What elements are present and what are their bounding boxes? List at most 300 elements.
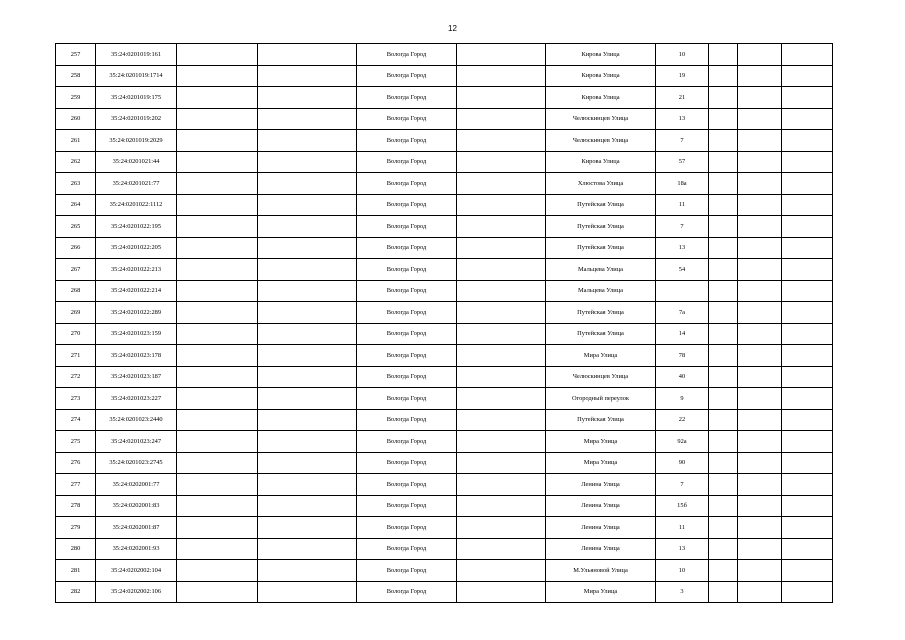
house-number-cell: 57 xyxy=(656,151,709,173)
cadastral-number-cell: 35:24:0201023:2440 xyxy=(96,409,177,431)
cadastral-number-cell: 35:24:0201021:77 xyxy=(96,173,177,195)
empty-cell xyxy=(457,302,546,324)
row-number-cell: 258 xyxy=(56,65,96,87)
empty-cell xyxy=(709,560,738,582)
empty-cell xyxy=(738,280,782,302)
house-number-cell: 9 xyxy=(656,388,709,410)
row-number-cell: 279 xyxy=(56,517,96,539)
empty-cell xyxy=(738,345,782,367)
empty-cell xyxy=(258,87,357,109)
empty-cell xyxy=(709,173,738,195)
row-number-cell: 267 xyxy=(56,259,96,281)
empty-cell xyxy=(258,44,357,66)
empty-cell xyxy=(738,216,782,238)
house-number-cell: 13 xyxy=(656,538,709,560)
cadastral-number-cell: 35:24:0201023:227 xyxy=(96,388,177,410)
empty-cell xyxy=(457,409,546,431)
row-number-cell: 266 xyxy=(56,237,96,259)
empty-cell xyxy=(258,108,357,130)
empty-cell xyxy=(709,151,738,173)
street-cell: Путейская Улица xyxy=(546,194,656,216)
empty-cell xyxy=(258,560,357,582)
empty-cell xyxy=(177,409,258,431)
empty-cell xyxy=(457,216,546,238)
empty-cell xyxy=(177,259,258,281)
empty-cell xyxy=(709,431,738,453)
empty-cell xyxy=(457,560,546,582)
cadastral-number-cell: 35:24:0201019:202 xyxy=(96,108,177,130)
street-cell: Мальцева Улица xyxy=(546,259,656,281)
empty-cell xyxy=(738,259,782,281)
cadastral-number-cell: 35:24:0202002:106 xyxy=(96,581,177,603)
empty-cell xyxy=(709,323,738,345)
house-number-cell: 78 xyxy=(656,345,709,367)
city-cell: Вологда Город xyxy=(357,237,457,259)
row-number-cell: 260 xyxy=(56,108,96,130)
empty-cell xyxy=(709,581,738,603)
empty-cell xyxy=(457,194,546,216)
empty-cell xyxy=(258,259,357,281)
cadastral-number-cell: 35:24:0201023:2745 xyxy=(96,452,177,474)
house-number-cell: 7 xyxy=(656,130,709,152)
empty-cell xyxy=(709,366,738,388)
empty-cell xyxy=(738,87,782,109)
house-number-cell: 7 xyxy=(656,216,709,238)
cadastral-number-cell: 35:24:0201023:178 xyxy=(96,345,177,367)
empty-cell xyxy=(177,44,258,66)
street-cell: Хлюстова Улица xyxy=(546,173,656,195)
cadastral-number-cell: 35:24:0202001:77 xyxy=(96,474,177,496)
empty-cell xyxy=(782,538,833,560)
empty-cell xyxy=(258,345,357,367)
empty-cell xyxy=(782,323,833,345)
street-cell: Путейская Улица xyxy=(546,302,656,324)
street-cell: Челюскинцев Улица xyxy=(546,130,656,152)
empty-cell xyxy=(709,302,738,324)
city-cell: Вологда Город xyxy=(357,431,457,453)
empty-cell xyxy=(457,237,546,259)
house-number-cell: 15б xyxy=(656,495,709,517)
empty-cell xyxy=(177,108,258,130)
row-number-cell: 271 xyxy=(56,345,96,367)
cadastral-number-cell: 35:24:0202001:93 xyxy=(96,538,177,560)
empty-cell xyxy=(709,259,738,281)
empty-cell xyxy=(782,87,833,109)
empty-cell xyxy=(258,216,357,238)
empty-cell xyxy=(782,108,833,130)
cadastral-number-cell: 35:24:0201019:1714 xyxy=(96,65,177,87)
empty-cell xyxy=(738,366,782,388)
street-cell: М.Ульяновой Улица xyxy=(546,560,656,582)
empty-cell xyxy=(709,495,738,517)
street-cell: Мира Улица xyxy=(546,581,656,603)
empty-cell xyxy=(258,194,357,216)
city-cell: Вологда Город xyxy=(357,280,457,302)
empty-cell xyxy=(457,173,546,195)
empty-cell xyxy=(177,517,258,539)
table-row xyxy=(56,130,833,152)
empty-cell xyxy=(258,517,357,539)
empty-cell xyxy=(177,302,258,324)
row-number-cell: 268 xyxy=(56,280,96,302)
house-number-cell: 7 xyxy=(656,474,709,496)
street-cell: Ленина Улица xyxy=(546,517,656,539)
table-row xyxy=(56,302,833,324)
table-row xyxy=(56,173,833,195)
empty-cell xyxy=(709,65,738,87)
table-row xyxy=(56,345,833,367)
empty-cell xyxy=(782,560,833,582)
empty-cell xyxy=(457,108,546,130)
city-cell: Вологда Город xyxy=(357,173,457,195)
street-cell: Мира Улица xyxy=(546,452,656,474)
empty-cell xyxy=(782,474,833,496)
empty-cell xyxy=(177,431,258,453)
empty-cell xyxy=(457,87,546,109)
empty-cell xyxy=(258,130,357,152)
table-row xyxy=(56,194,833,216)
empty-cell xyxy=(782,517,833,539)
empty-cell xyxy=(177,345,258,367)
table-row xyxy=(56,65,833,87)
table-row xyxy=(56,259,833,281)
street-cell: Путейская Улица xyxy=(546,237,656,259)
empty-cell xyxy=(709,237,738,259)
empty-cell xyxy=(258,65,357,87)
city-cell: Вологда Город xyxy=(357,452,457,474)
empty-cell xyxy=(738,388,782,410)
row-number-cell: 263 xyxy=(56,173,96,195)
empty-cell xyxy=(177,366,258,388)
empty-cell xyxy=(782,581,833,603)
cadastral-number-cell: 35:24:0202001:83 xyxy=(96,495,177,517)
table-row xyxy=(56,409,833,431)
empty-cell xyxy=(738,237,782,259)
empty-cell xyxy=(709,409,738,431)
cadastral-number-cell: 35:24:0201022:1112 xyxy=(96,194,177,216)
city-cell: Вологда Город xyxy=(357,151,457,173)
empty-cell xyxy=(177,65,258,87)
cadastral-number-cell: 35:24:0201022:205 xyxy=(96,237,177,259)
cadastral-number-cell: 35:24:0202002:104 xyxy=(96,560,177,582)
city-cell: Вологда Город xyxy=(357,130,457,152)
house-number-cell: 90 xyxy=(656,452,709,474)
street-cell: Челюскинцев Улица xyxy=(546,108,656,130)
empty-cell xyxy=(457,323,546,345)
empty-cell xyxy=(782,65,833,87)
empty-cell xyxy=(738,323,782,345)
empty-cell xyxy=(709,538,738,560)
empty-cell xyxy=(709,87,738,109)
empty-cell xyxy=(177,87,258,109)
empty-cell xyxy=(177,216,258,238)
empty-cell xyxy=(177,323,258,345)
house-number-cell: 14 xyxy=(656,323,709,345)
empty-cell xyxy=(177,495,258,517)
empty-cell xyxy=(457,345,546,367)
row-number-cell: 282 xyxy=(56,581,96,603)
empty-cell xyxy=(782,130,833,152)
house-number-cell: 92а xyxy=(656,431,709,453)
row-number-cell: 273 xyxy=(56,388,96,410)
row-number-cell: 281 xyxy=(56,560,96,582)
city-cell: Вологда Город xyxy=(357,538,457,560)
city-cell: Вологда Город xyxy=(357,409,457,431)
empty-cell xyxy=(258,366,357,388)
empty-cell xyxy=(457,495,546,517)
city-cell: Вологда Город xyxy=(357,302,457,324)
empty-cell xyxy=(782,409,833,431)
city-cell: Вологда Город xyxy=(357,388,457,410)
city-cell: Вологда Город xyxy=(357,194,457,216)
city-cell: Вологда Город xyxy=(357,474,457,496)
city-cell: Вологда Город xyxy=(357,323,457,345)
house-number-cell: 13 xyxy=(656,108,709,130)
cadastral-number-cell: 35:24:0201022:213 xyxy=(96,259,177,281)
street-cell: Кирова Улица xyxy=(546,65,656,87)
empty-cell xyxy=(738,431,782,453)
cadastral-number-cell: 35:24:0201019:2029 xyxy=(96,130,177,152)
empty-cell xyxy=(258,409,357,431)
page-number: 12 xyxy=(448,24,457,33)
empty-cell xyxy=(177,130,258,152)
city-cell: Вологда Город xyxy=(357,345,457,367)
cadastral-number-cell: 35:24:0201019:161 xyxy=(96,44,177,66)
street-cell: Кирова Улица xyxy=(546,151,656,173)
empty-cell xyxy=(782,173,833,195)
empty-cell xyxy=(177,560,258,582)
empty-cell xyxy=(258,388,357,410)
empty-cell xyxy=(457,151,546,173)
cadastral-number-cell: 35:24:0201022:195 xyxy=(96,216,177,238)
empty-cell xyxy=(782,452,833,474)
empty-cell xyxy=(738,581,782,603)
cadastral-number-cell: 35:24:0201022:289 xyxy=(96,302,177,324)
house-number-cell xyxy=(656,280,709,302)
table-row xyxy=(56,581,833,603)
empty-cell xyxy=(457,44,546,66)
house-number-cell: 11 xyxy=(656,517,709,539)
row-number-cell: 276 xyxy=(56,452,96,474)
house-number-cell: 7а xyxy=(656,302,709,324)
city-cell: Вологда Город xyxy=(357,216,457,238)
row-number-cell: 280 xyxy=(56,538,96,560)
empty-cell xyxy=(177,151,258,173)
empty-cell xyxy=(177,280,258,302)
empty-cell xyxy=(782,345,833,367)
empty-cell xyxy=(457,517,546,539)
empty-cell xyxy=(738,452,782,474)
row-number-cell: 262 xyxy=(56,151,96,173)
registry-body xyxy=(56,44,833,603)
empty-cell xyxy=(457,65,546,87)
empty-cell xyxy=(782,366,833,388)
empty-cell xyxy=(782,495,833,517)
row-number-cell: 259 xyxy=(56,87,96,109)
empty-cell xyxy=(782,151,833,173)
city-cell: Вологда Город xyxy=(357,581,457,603)
empty-cell xyxy=(738,151,782,173)
empty-cell xyxy=(177,538,258,560)
house-number-cell: 22 xyxy=(656,409,709,431)
empty-cell xyxy=(709,388,738,410)
empty-cell xyxy=(709,517,738,539)
empty-cell xyxy=(177,474,258,496)
empty-cell xyxy=(782,431,833,453)
empty-cell xyxy=(738,517,782,539)
city-cell: Вологда Город xyxy=(357,108,457,130)
street-cell: Путейская Улица xyxy=(546,323,656,345)
empty-cell xyxy=(457,538,546,560)
table-row xyxy=(56,323,833,345)
empty-cell xyxy=(782,216,833,238)
house-number-cell: 40 xyxy=(656,366,709,388)
street-cell: Кирова Улица xyxy=(546,44,656,66)
empty-cell xyxy=(738,65,782,87)
registry-table xyxy=(55,43,833,603)
table-row xyxy=(56,44,833,66)
empty-cell xyxy=(709,474,738,496)
row-number-cell: 264 xyxy=(56,194,96,216)
city-cell: Вологда Город xyxy=(357,87,457,109)
empty-cell xyxy=(258,237,357,259)
table-row xyxy=(56,388,833,410)
street-cell: Ленина Улица xyxy=(546,538,656,560)
empty-cell xyxy=(457,474,546,496)
street-cell: Мальцева Улица xyxy=(546,280,656,302)
table-row xyxy=(56,474,833,496)
empty-cell xyxy=(258,173,357,195)
empty-cell xyxy=(258,495,357,517)
empty-cell xyxy=(738,108,782,130)
empty-cell xyxy=(738,474,782,496)
empty-cell xyxy=(177,452,258,474)
row-number-cell: 274 xyxy=(56,409,96,431)
cadastral-number-cell: 35:24:0201023:187 xyxy=(96,366,177,388)
street-cell: Челюскинцев Улица xyxy=(546,366,656,388)
empty-cell xyxy=(258,323,357,345)
house-number-cell: 19 xyxy=(656,65,709,87)
table-row xyxy=(56,560,833,582)
street-cell: Ленина Улица xyxy=(546,474,656,496)
house-number-cell: 11 xyxy=(656,194,709,216)
empty-cell xyxy=(709,280,738,302)
empty-cell xyxy=(177,173,258,195)
row-number-cell: 257 xyxy=(56,44,96,66)
empty-cell xyxy=(782,44,833,66)
empty-cell xyxy=(457,388,546,410)
street-cell: Кирова Улица xyxy=(546,87,656,109)
street-cell: Мира Улица xyxy=(546,345,656,367)
empty-cell xyxy=(258,151,357,173)
empty-cell xyxy=(709,452,738,474)
table-row xyxy=(56,431,833,453)
empty-cell xyxy=(258,538,357,560)
empty-cell xyxy=(457,280,546,302)
row-number-cell: 278 xyxy=(56,495,96,517)
city-cell: Вологда Город xyxy=(357,44,457,66)
empty-cell xyxy=(709,216,738,238)
empty-cell xyxy=(782,237,833,259)
empty-cell xyxy=(457,431,546,453)
empty-cell xyxy=(457,452,546,474)
empty-cell xyxy=(258,452,357,474)
table-row xyxy=(56,366,833,388)
empty-cell xyxy=(258,280,357,302)
row-number-cell: 265 xyxy=(56,216,96,238)
empty-cell xyxy=(782,302,833,324)
city-cell: Вологда Город xyxy=(357,366,457,388)
empty-cell xyxy=(709,194,738,216)
house-number-cell: 18а xyxy=(656,173,709,195)
row-number-cell: 272 xyxy=(56,366,96,388)
table-row xyxy=(56,280,833,302)
street-cell: Мира Улица xyxy=(546,431,656,453)
house-number-cell: 3 xyxy=(656,581,709,603)
city-cell: Вологда Город xyxy=(357,65,457,87)
city-cell: Вологда Город xyxy=(357,517,457,539)
row-number-cell: 277 xyxy=(56,474,96,496)
empty-cell xyxy=(738,302,782,324)
table-row xyxy=(56,87,833,109)
row-number-cell: 269 xyxy=(56,302,96,324)
empty-cell xyxy=(258,474,357,496)
empty-cell xyxy=(177,581,258,603)
empty-cell xyxy=(457,581,546,603)
street-cell: Ленина Улица xyxy=(546,495,656,517)
cadastral-number-cell: 35:24:0201023:247 xyxy=(96,431,177,453)
city-cell: Вологда Город xyxy=(357,259,457,281)
empty-cell xyxy=(782,388,833,410)
house-number-cell: 21 xyxy=(656,87,709,109)
street-cell: Огородный переулок xyxy=(546,388,656,410)
table-row xyxy=(56,108,833,130)
empty-cell xyxy=(738,194,782,216)
city-cell: Вологда Город xyxy=(357,495,457,517)
empty-cell xyxy=(738,560,782,582)
street-cell: Путейская Улица xyxy=(546,216,656,238)
cadastral-number-cell: 35:24:0201019:175 xyxy=(96,87,177,109)
row-number-cell: 275 xyxy=(56,431,96,453)
house-number-cell: 10 xyxy=(656,44,709,66)
empty-cell xyxy=(738,130,782,152)
empty-cell xyxy=(457,259,546,281)
empty-cell xyxy=(258,581,357,603)
empty-cell xyxy=(457,130,546,152)
empty-cell xyxy=(457,366,546,388)
empty-cell xyxy=(738,409,782,431)
empty-cell xyxy=(782,259,833,281)
empty-cell xyxy=(177,388,258,410)
table-row xyxy=(56,452,833,474)
empty-cell xyxy=(738,173,782,195)
empty-cell xyxy=(709,44,738,66)
table-row xyxy=(56,216,833,238)
empty-cell xyxy=(709,130,738,152)
cadastral-number-cell: 35:24:0202001:87 xyxy=(96,517,177,539)
table-row xyxy=(56,538,833,560)
street-cell: Путейская Улица xyxy=(546,409,656,431)
cadastral-number-cell: 35:24:0201022:214 xyxy=(96,280,177,302)
table-row xyxy=(56,517,833,539)
table-row xyxy=(56,495,833,517)
empty-cell xyxy=(738,495,782,517)
empty-cell xyxy=(177,194,258,216)
house-number-cell: 13 xyxy=(656,237,709,259)
empty-cell xyxy=(709,345,738,367)
city-cell: Вологда Город xyxy=(357,560,457,582)
cadastral-number-cell: 35:24:0201021:44 xyxy=(96,151,177,173)
